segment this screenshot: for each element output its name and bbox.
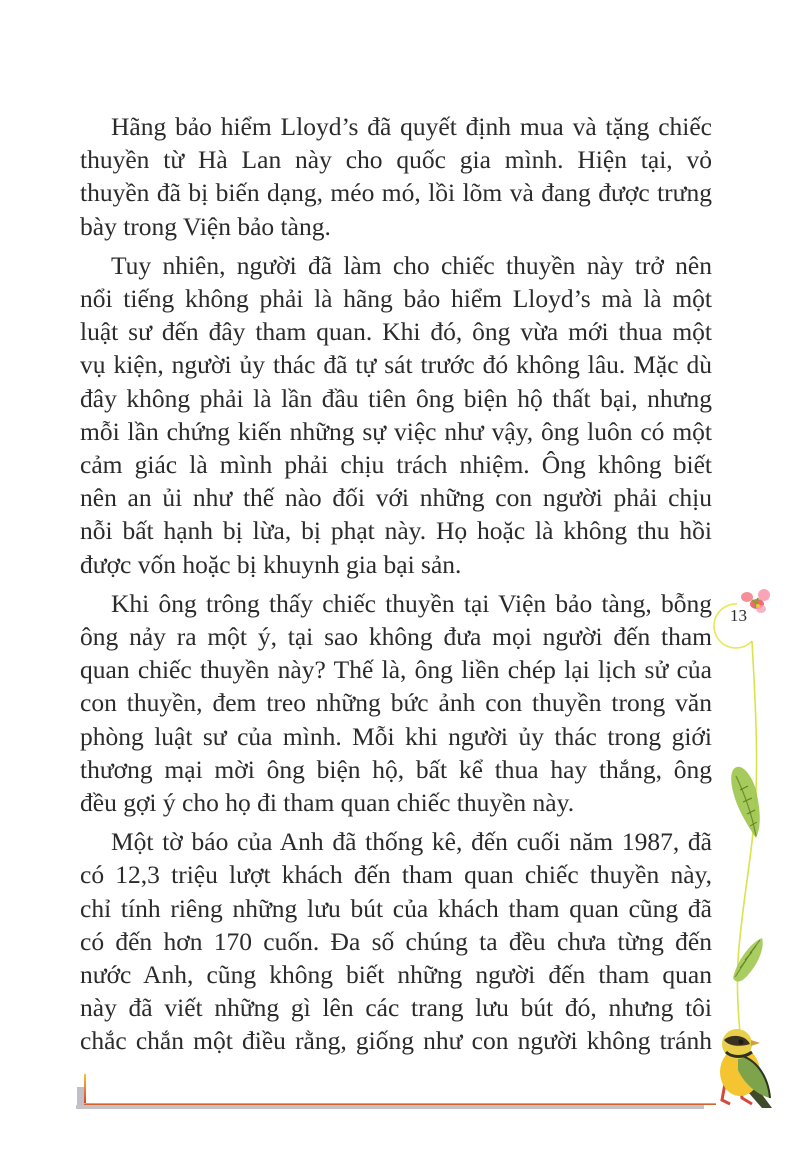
text-line: Một tờ báo của Anh đã thống kê, đến cuối năm 1987, đã bbox=[111, 827, 712, 857]
frame-corner bbox=[84, 1074, 86, 1104]
text-line: chắc chắn một điều rằng, giống như con người không tránh bbox=[80, 1026, 712, 1056]
text-line: phòng luật sư của mình. Mỗi khi người ủy thác trong giới bbox=[80, 721, 712, 751]
text-line: cảm giác là mình phải chịu trách nhiệm. Ông không biết bbox=[80, 450, 712, 480]
paragraph-2 bbox=[80, 249, 712, 581]
text-line: thuyền từ Hà Lan này cho quốc gia mình. Hiện tại, vỏ bbox=[80, 145, 712, 175]
text-line: có đến hơn 170 cuốn. Đa số chúng ta đều chưa từng đến bbox=[80, 926, 712, 956]
text-line: Tuy nhiên, người đã làm cho chiếc thuyền này trở nên bbox=[111, 250, 712, 280]
text-line: chỉ tính riêng những lưu bút của khách tham quan cũng đã bbox=[80, 893, 712, 923]
text-line: bày trong Viện bảo tàng. bbox=[80, 211, 331, 241]
text-line: thuyền đã bị biến dạng, méo mó, lồi lõm và đang được trưng bbox=[80, 178, 712, 208]
frame-bottom-line bbox=[84, 1103, 716, 1105]
paragraph-1 bbox=[80, 110, 712, 243]
text-line: đây không phải là lần đầu tiên ông biện hộ thất bại, nhưng bbox=[80, 383, 712, 413]
text-line: nổi tiếng không phải là hãng bảo hiểm Lloyd’s mà là một bbox=[80, 284, 712, 314]
text-line: có 12,3 triệu lượt khách đến tham quan chiếc thuyền này, bbox=[80, 860, 712, 890]
page-number: 13 bbox=[730, 606, 747, 625]
leaf-icon bbox=[733, 938, 763, 982]
text-line: nỗi bất hạnh bị lừa, bị phạt này. Họ hoặc là không thu hồi bbox=[80, 516, 712, 546]
text-line: được vốn hoặc bị khuynh gia bại sản. bbox=[80, 549, 462, 579]
text-line: nước Anh, cũng không biết những người đến tham quan bbox=[80, 960, 712, 990]
text-line: con thuyền, đem treo những bức ảnh con thuyền trong văn bbox=[80, 688, 712, 718]
text-line: quan chiếc thuyền này? Thế là, ông liền chép lại lịch sử của bbox=[80, 655, 712, 685]
paragraph-3 bbox=[80, 587, 712, 819]
stem bbox=[737, 641, 756, 1045]
body-text bbox=[80, 110, 712, 1064]
text-line: luật sư đến đây tham quan. Khi đó, ông vừa mới thua một bbox=[80, 317, 712, 347]
text-line: Hãng bảo hiểm Lloyd’s đã quyết định mua và tặng chiếc bbox=[111, 112, 712, 141]
text-line: mỗi lần chứng kiến những sự việc như vậy, ông luôn có một bbox=[80, 416, 712, 446]
frame-shadow bbox=[76, 1105, 704, 1109]
leaf-icon bbox=[731, 767, 760, 838]
page-number-badge bbox=[720, 598, 766, 644]
paragraph-4 bbox=[80, 825, 712, 1057]
bird-icon bbox=[720, 1029, 772, 1108]
text-line: nên an ủi như thế nào đối với những con người phải chịu bbox=[80, 483, 712, 513]
text-line: Khi ông trông thấy chiếc thuyền tại Viện bảo tàng, bỗng bbox=[111, 588, 712, 618]
text-line: thương mại mời ông biện hộ, bất kể thua hay thắng, ông bbox=[80, 754, 712, 784]
text-line: vụ kiện, người ủy thác đã tự sát trước đó không lâu. Mặc dù bbox=[80, 350, 712, 380]
text-line: đều gợi ý cho họ đi tham quan chiếc thuyền này. bbox=[80, 788, 575, 818]
text-line: ông nảy ra một ý, tại sao không đưa mọi người đến tham bbox=[80, 622, 712, 652]
text-line: này đã viết những gì lên các trang lưu bút đó, nhưng tôi bbox=[80, 993, 712, 1023]
